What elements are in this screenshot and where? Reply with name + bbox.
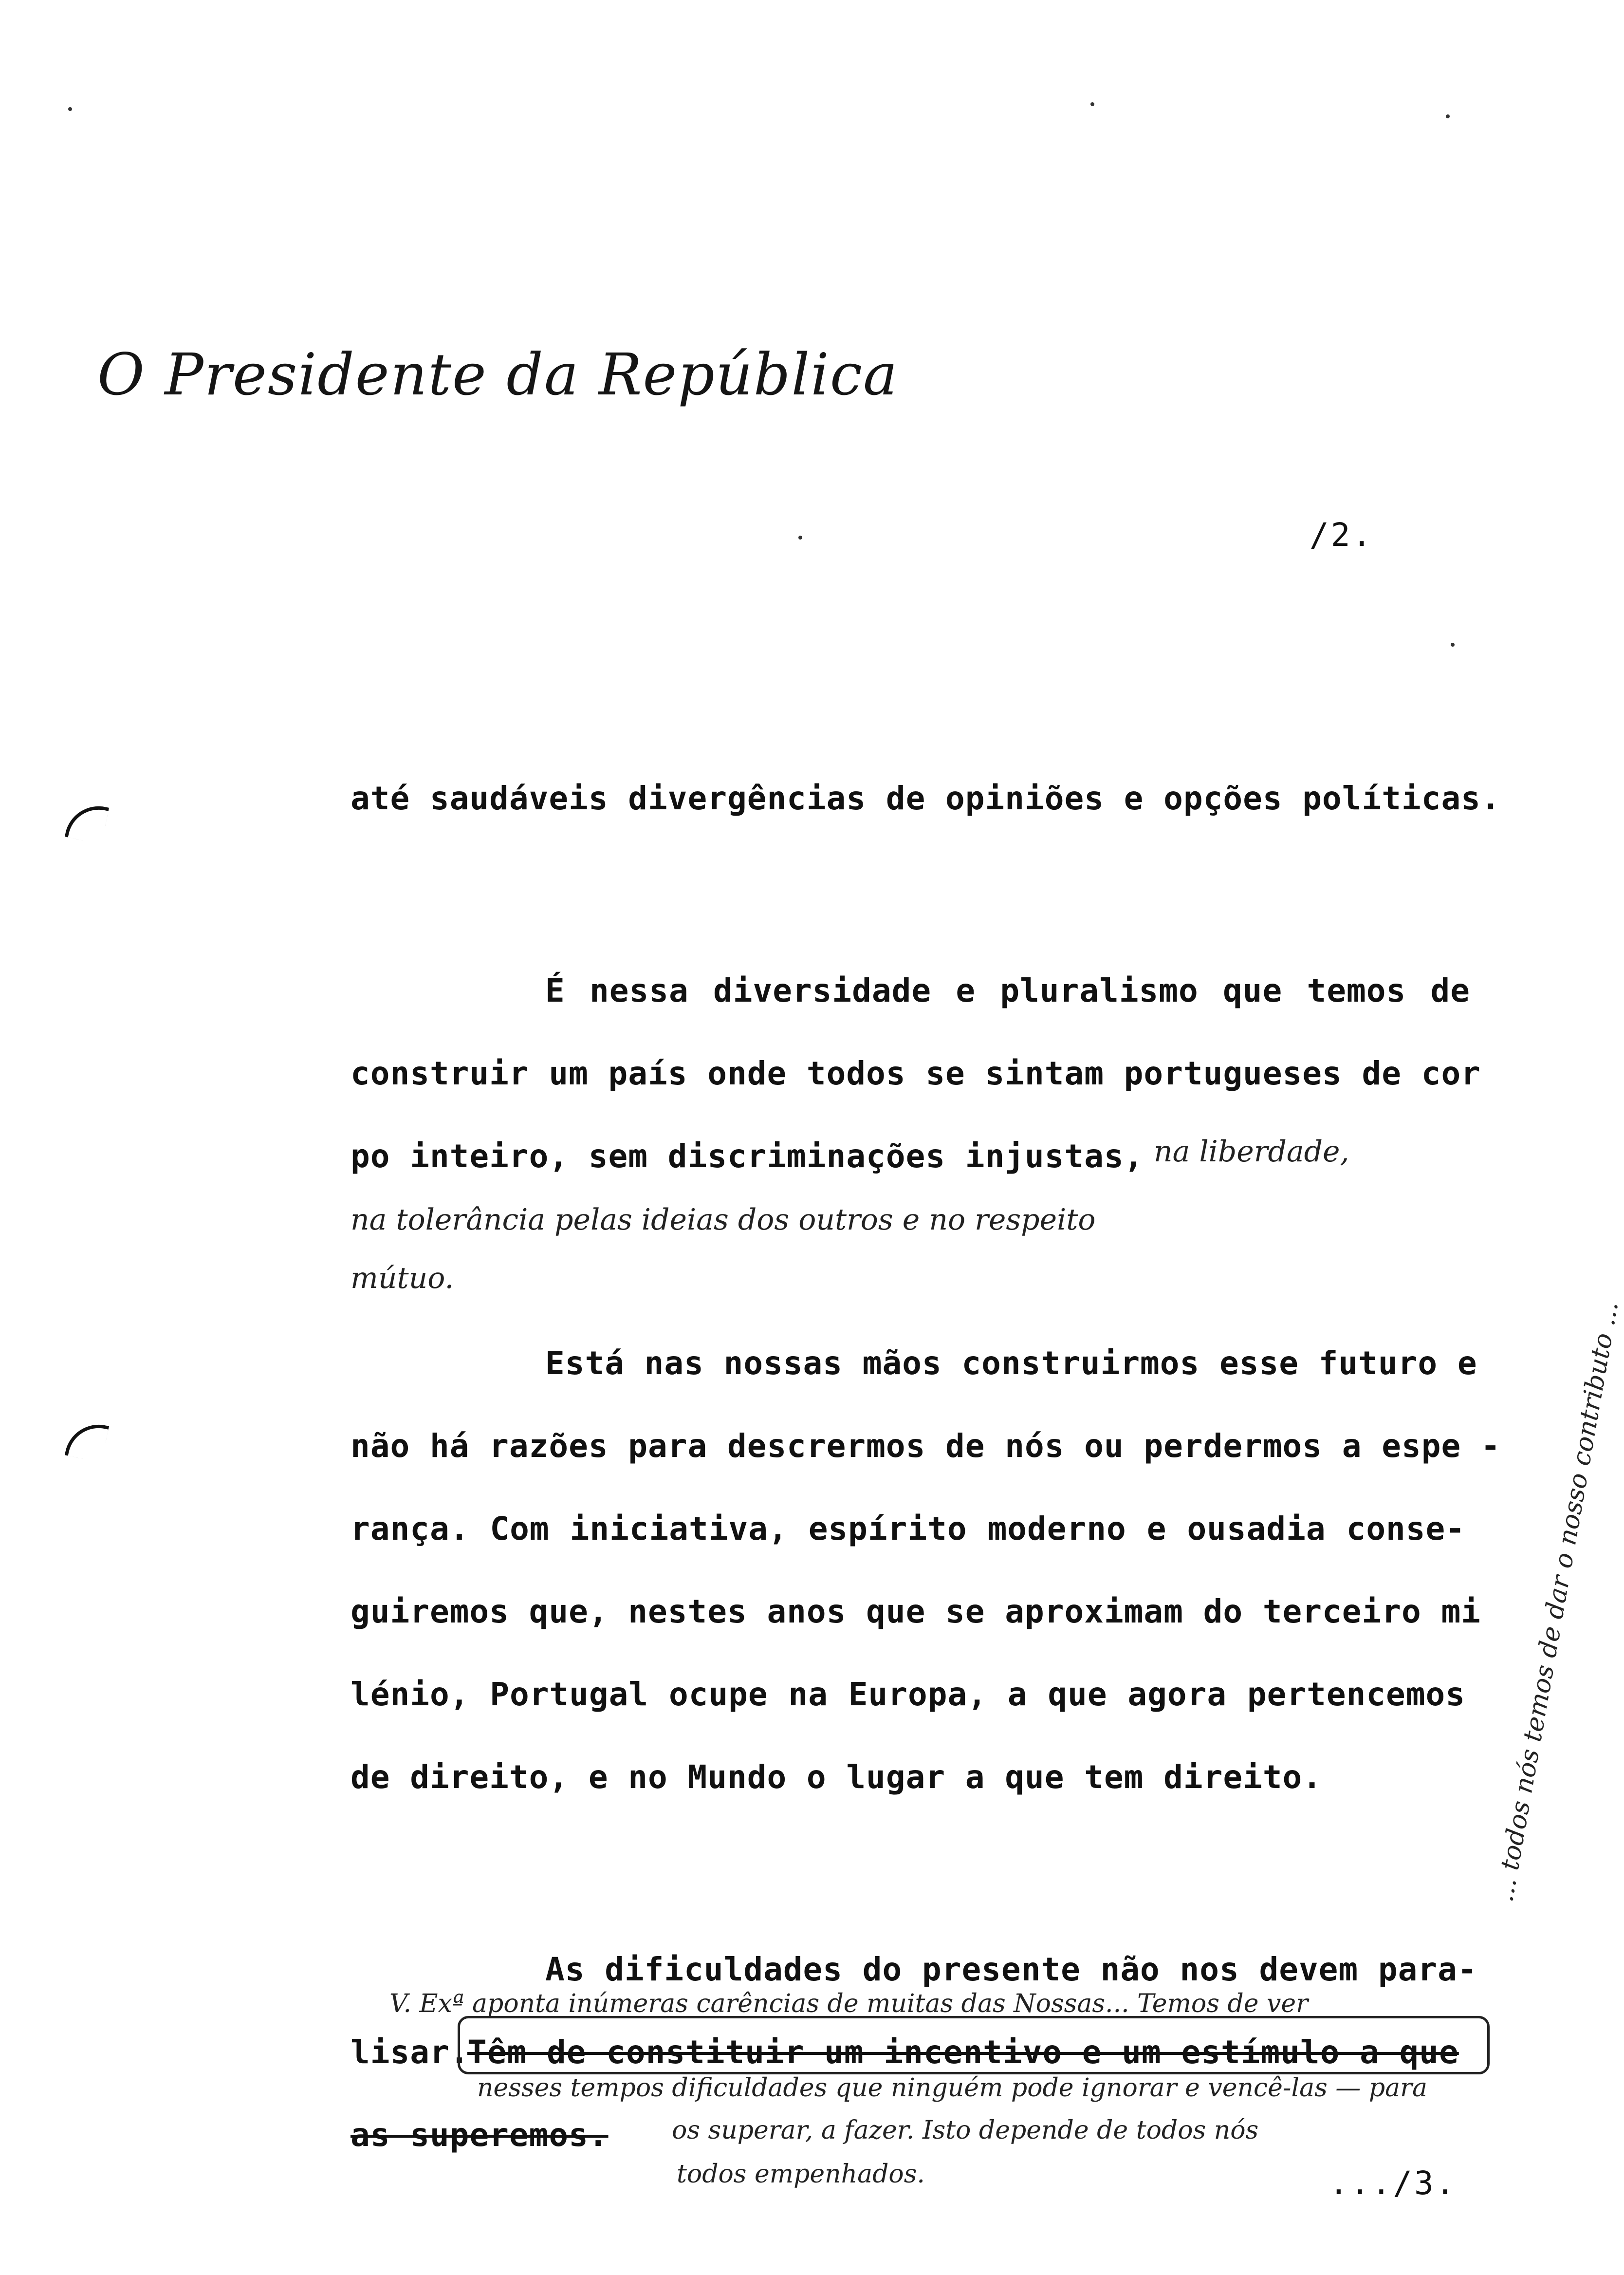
scan-speck [1446,114,1450,118]
paragraph-3-line-2: não há razões para descrermos de nós ou perdermos a espe - [351,1427,1501,1465]
handwritten-insertion-3: mútuo. [351,1261,454,1295]
scan-speck [1090,102,1094,106]
paragraph-1-line-1: até saudáveis divergências de opiniões e opções políticas. [351,780,1501,817]
scan-speck [1451,643,1455,647]
struck-sentence: Têm de constituir um incentivo e um estímulo a que [467,2033,1459,2071]
paragraph-4-line-2: lisar. [351,2033,470,2071]
paragraph-3-line-3: rança. Com iniciativa, espírito moderno e ousadia conse- [351,1510,1465,1548]
punch-hole-mark-top [65,800,109,844]
paragraph-2-line-2: construir um país onde todos se sintam portugueses de cor [351,1055,1481,1092]
margin-handwritten-note: ... todos nós temos de dar o nosso contributo ... [1490,1299,1624,1904]
letterhead: O Presidente da República [97,341,899,408]
handwritten-insertion-4: V. Exª aponta inúmeras carências de muitas das Nossas... Temos de ver [389,1989,1309,2018]
handwritten-insertion-7: todos empenhados. [677,2160,925,2189]
paragraph-3-line-1: Está nas nossas mãos construirmos esse futuro e [545,1344,1477,1382]
handwritten-insertion-1: na liberdade, [1154,1135,1349,1169]
next-page-marker: .../3. [1329,2164,1457,2202]
scan-speck [68,107,72,111]
handwritten-insertion-6: os superar, a fazer. Isto depende de todos nós [672,2116,1259,2145]
paragraph-4-line-1: As dificuldades do presente não nos devem para- [545,1951,1477,1988]
struck-fragment: as superemos. [351,2116,609,2154]
scan-speck [798,536,802,540]
paragraph-3-line-6: de direito, e no Mundo o lugar a que tem direito. [351,1758,1323,1796]
page-number: /2. [1310,516,1374,554]
paragraph-2-line-3: po inteiro, sem discriminações injustas, [351,1138,1144,1175]
paragraph-3-line-5: lénio, Portugal ocupe na Europa, a que agora pertencemos [351,1676,1465,1713]
punch-hole-mark-bottom [65,1418,109,1463]
paragraph-3-line-4: guiremos que, nestes anos que se aproximam do terceiro mi [351,1593,1481,1630]
handwritten-insertion-5: nesses tempos dificuldades que ninguém pode ignorar e vencê-las — para [477,2073,1427,2103]
handwritten-insertion-2: na tolerância pelas ideias dos outros e no respeito [351,1203,1096,1237]
paragraph-2-line-1: É nessa diversidade e pluralismo que temos de [545,972,1470,1009]
